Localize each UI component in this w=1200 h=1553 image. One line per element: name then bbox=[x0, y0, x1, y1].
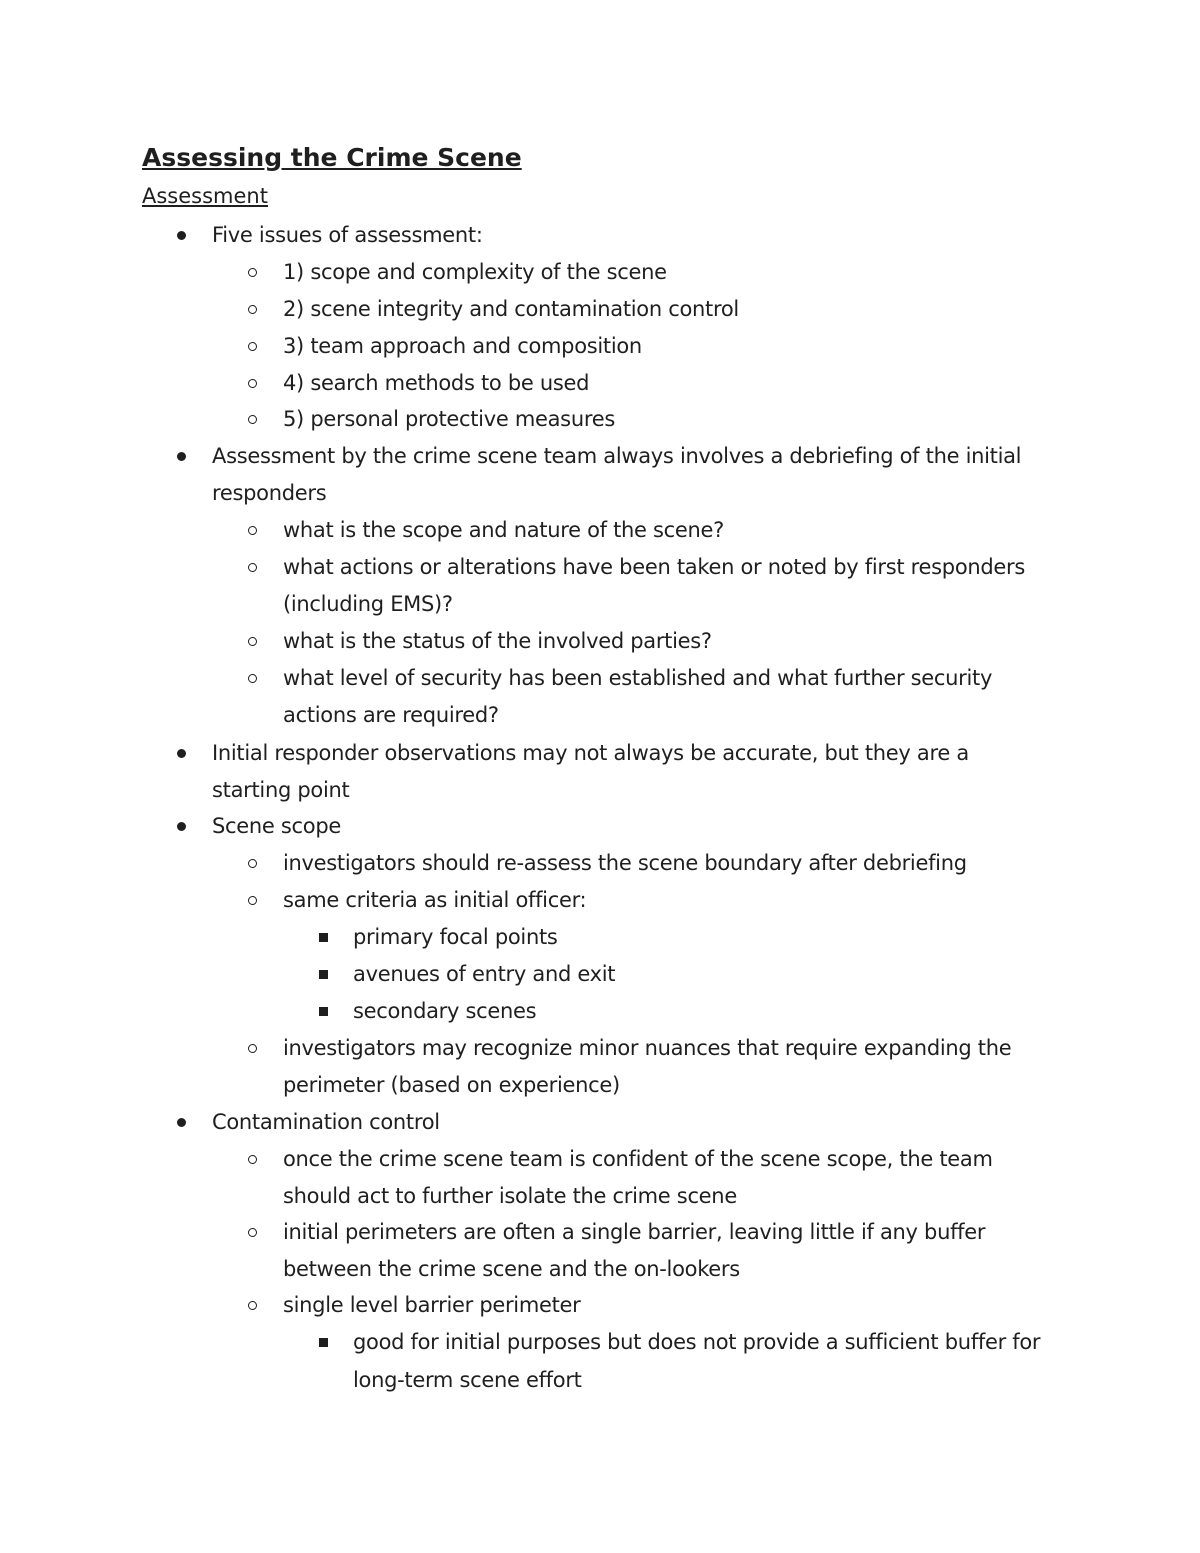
list-item: investigators should re-assess the scene boundary after debriefing bbox=[283, 851, 967, 875]
list-item: Five issues of assessment: bbox=[212, 223, 483, 247]
list-item-continuation: long-term scene effort bbox=[353, 1368, 582, 1392]
list-item-continuation: should act to further isolate the crime scene bbox=[283, 1184, 737, 1208]
bullet-square-icon bbox=[319, 970, 328, 979]
bullet-dot-icon bbox=[177, 822, 186, 831]
bullet-circle-icon bbox=[248, 305, 257, 314]
list-item: same criteria as initial officer: bbox=[283, 888, 587, 912]
bullet-square-icon bbox=[319, 1338, 328, 1347]
list-item: avenues of entry and exit bbox=[353, 962, 616, 986]
bullet-dot-icon bbox=[177, 749, 186, 758]
bullet-circle-icon bbox=[248, 674, 257, 683]
section-heading: Assessment bbox=[142, 184, 268, 208]
list-item: Contamination control bbox=[212, 1110, 440, 1134]
bullet-square-icon bbox=[319, 1007, 328, 1016]
list-item: single level barrier perimeter bbox=[283, 1293, 581, 1317]
list-item: Scene scope bbox=[212, 814, 341, 838]
list-item: once the crime scene team is confident of the scene scope, the team bbox=[283, 1147, 993, 1171]
bullet-circle-icon bbox=[248, 415, 257, 424]
list-item: what is the scope and nature of the scene? bbox=[283, 518, 725, 542]
list-item: 5) personal protective measures bbox=[283, 407, 615, 431]
bullet-circle-icon bbox=[248, 1155, 257, 1164]
list-item: what is the status of the involved parties? bbox=[283, 629, 712, 653]
list-item: 1) scope and complexity of the scene bbox=[283, 260, 667, 284]
bullet-circle-icon bbox=[248, 526, 257, 535]
bullet-dot-icon bbox=[177, 231, 186, 240]
bullet-dot-icon bbox=[177, 1118, 186, 1127]
list-item: good for initial purposes but does not provide a sufficient buffer for bbox=[353, 1330, 1041, 1354]
list-item-continuation: (including EMS)? bbox=[283, 592, 453, 616]
bullet-square-icon bbox=[319, 933, 328, 942]
list-item: investigators may recognize minor nuances that require expanding the bbox=[283, 1036, 1012, 1060]
list-item: initial perimeters are often a single barrier, leaving little if any buffer bbox=[283, 1220, 986, 1244]
bullet-circle-icon bbox=[248, 342, 257, 351]
bullet-circle-icon bbox=[248, 563, 257, 572]
bullet-circle-icon bbox=[248, 379, 257, 388]
bullet-circle-icon bbox=[248, 1228, 257, 1237]
list-item-continuation: actions are required? bbox=[283, 703, 499, 727]
list-item-continuation: perimeter (based on experience) bbox=[283, 1073, 620, 1097]
bullet-dot-icon bbox=[177, 452, 186, 461]
list-item: Assessment by the crime scene team always involves a debriefing of the initial bbox=[212, 444, 1022, 468]
list-item: 2) scene integrity and contamination control bbox=[283, 297, 739, 321]
bullet-circle-icon bbox=[248, 896, 257, 905]
bullet-circle-icon bbox=[248, 859, 257, 868]
list-item: secondary scenes bbox=[353, 999, 537, 1023]
list-item: what actions or alterations have been taken or noted by first responders bbox=[283, 555, 1026, 579]
list-item: primary focal points bbox=[353, 925, 558, 949]
bullet-circle-icon bbox=[248, 637, 257, 646]
bullet-circle-icon bbox=[248, 1044, 257, 1053]
page-title: Assessing the Crime Scene bbox=[142, 143, 522, 172]
list-item: what level of security has been established and what further security bbox=[283, 666, 993, 690]
list-item: Initial responder observations may not always be accurate, but they are a bbox=[212, 741, 969, 765]
bullet-circle-icon bbox=[248, 268, 257, 277]
list-item-continuation: between the crime scene and the on-lookers bbox=[283, 1257, 740, 1281]
list-item: 4) search methods to be used bbox=[283, 371, 590, 395]
list-item: 3) team approach and composition bbox=[283, 334, 642, 358]
list-item-continuation: starting point bbox=[212, 778, 350, 802]
list-item-continuation: responders bbox=[212, 481, 327, 505]
bullet-circle-icon bbox=[248, 1301, 257, 1310]
